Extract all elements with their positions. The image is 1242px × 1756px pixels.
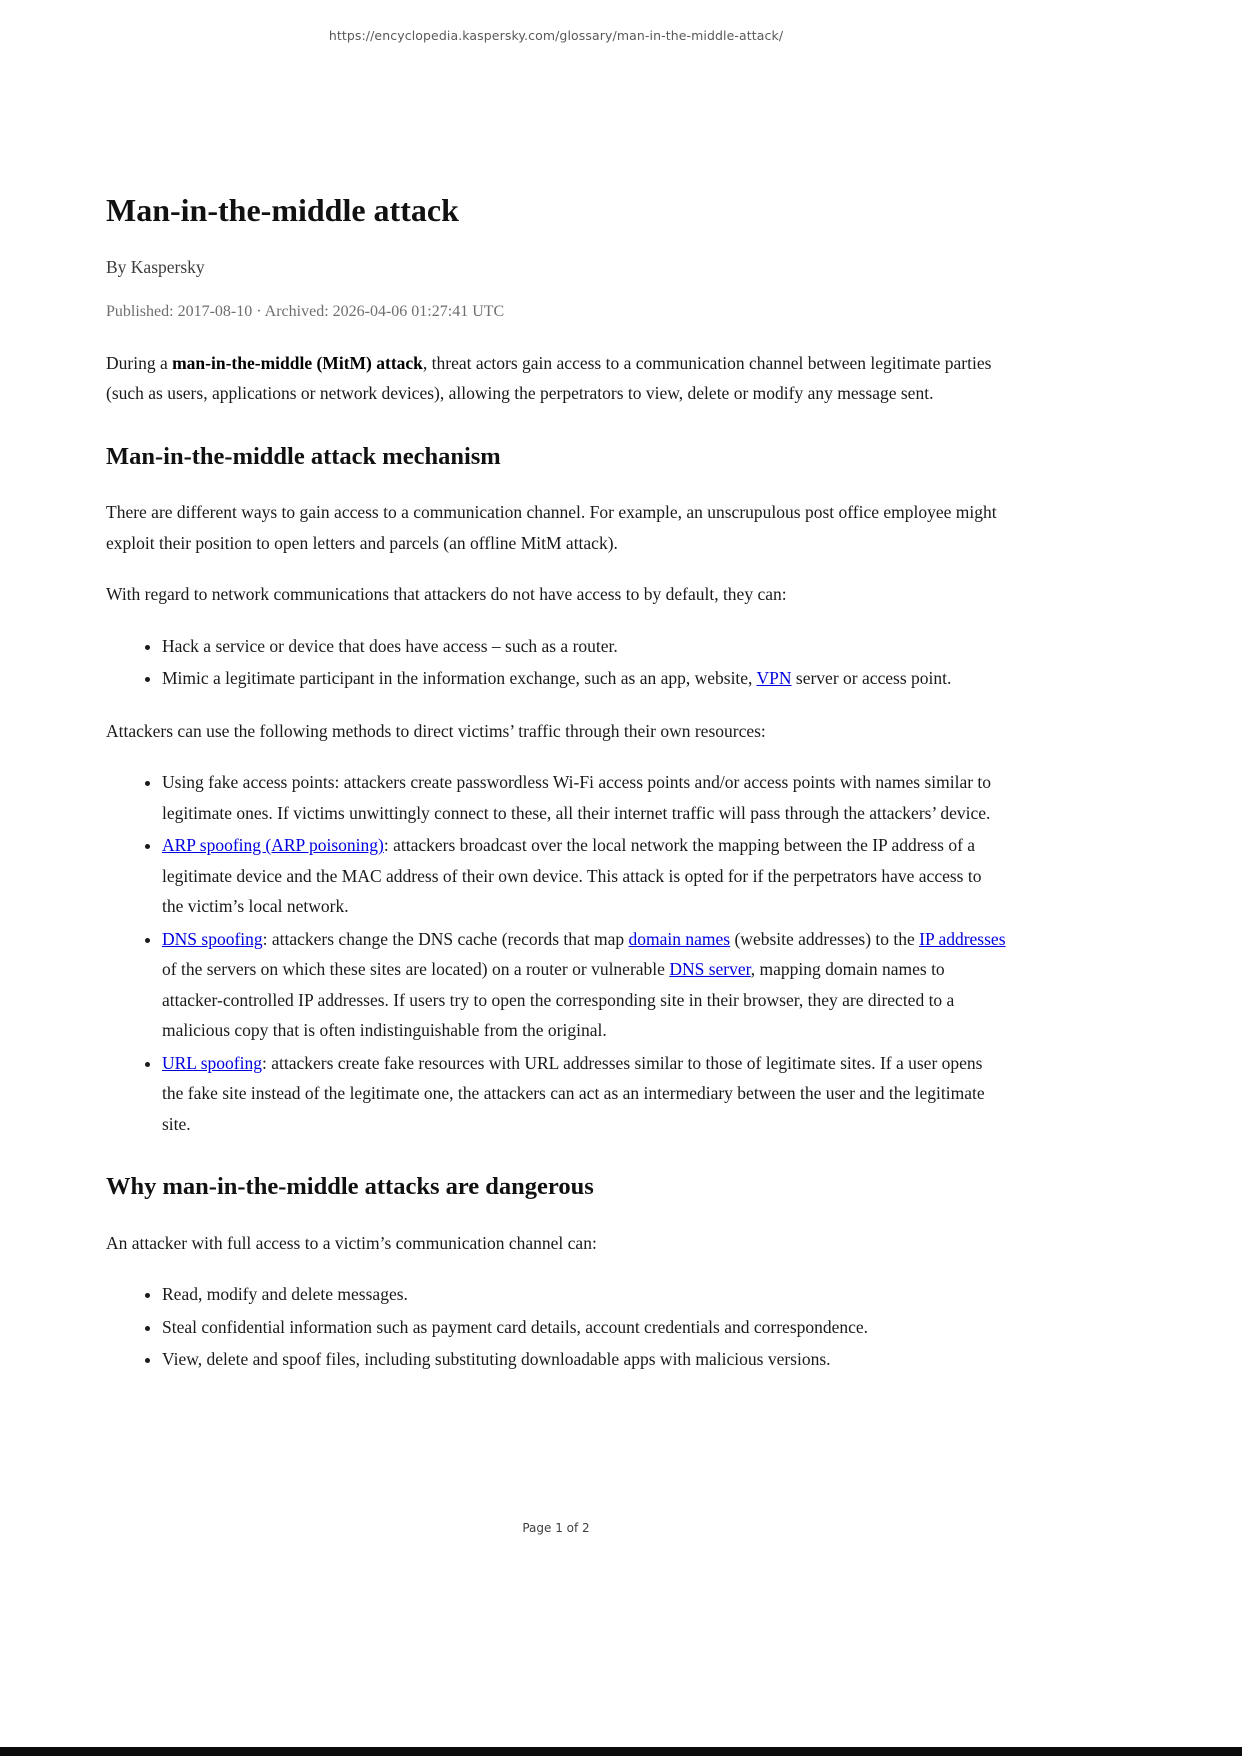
text-run: , threat actors gain access to a communication channel between legitimate parties (such as users, applications or network devices), allowing the perpetrators to view, delete or modify any message sent. bbox=[106, 352, 992, 404]
bullet-list bbox=[106, 1279, 1006, 1375]
byline: By Kaspersky bbox=[106, 256, 205, 277]
page-title: Man-in-the-middle attack bbox=[106, 192, 459, 228]
list-item bbox=[162, 1279, 1006, 1310]
list-item bbox=[162, 1312, 1006, 1343]
bullet-list bbox=[106, 631, 1006, 694]
inline-link[interactable]: IP addresses bbox=[919, 928, 1006, 949]
paragraph bbox=[106, 579, 1006, 610]
list-item bbox=[162, 663, 1006, 694]
text-run: : attackers broadcast over the local network the mapping between the IP address of a legitimate device and the MAC address of their own device. This attack is opted for if the perpetrators have access to the victim’s local network. bbox=[162, 835, 982, 917]
text-run: Using fake access points: attackers create passwordless Wi-Fi access points and/or access points with names similar to legitimate ones. If victims unwittingly connect to these, all their internet traffic will pass through the attackers’ device. bbox=[162, 772, 992, 823]
text-run: Read, modify and delete messages. bbox=[162, 1284, 408, 1305]
list-item bbox=[162, 631, 1006, 662]
text-run: : attackers change the DNS cache (records that map bbox=[262, 928, 629, 949]
text-run: server or access point. bbox=[791, 668, 952, 689]
paragraph bbox=[106, 497, 1006, 558]
list-item bbox=[162, 1048, 1006, 1140]
text-run: An attacker with full access to a victim’s communication channel can: bbox=[106, 1232, 597, 1253]
list-item bbox=[162, 1344, 1006, 1375]
inline-link[interactable]: DNS server bbox=[669, 959, 751, 980]
paragraph bbox=[106, 1228, 1006, 1259]
paragraph bbox=[106, 348, 1006, 409]
inline-link[interactable]: DNS spoofing bbox=[162, 928, 263, 949]
text-run: Attackers can use the following methods to direct victims’ traffic through their own resources: bbox=[106, 720, 766, 741]
bold-text: man-in-the-middle (MitM) attack bbox=[172, 352, 423, 373]
published-meta: Published: 2017-08-10 · Archived: 2026-04-06 01:27:41 UTC bbox=[106, 302, 505, 320]
paragraph bbox=[106, 716, 1006, 747]
inline-link[interactable]: domain names bbox=[628, 928, 731, 949]
article bbox=[106, 192, 1006, 1397]
list-item bbox=[162, 924, 1006, 1046]
header-url: https://encyclopedia.kaspersky.com/glossary/man-in-the-middle-attack/ bbox=[328, 28, 784, 43]
text-run: Steal confidential information such as payment card details, account credentials and correspondence. bbox=[162, 1316, 869, 1337]
text-run: Mimic a legitimate participant in the information exchange, such as an app, website, bbox=[162, 668, 757, 689]
text-run: View, delete and spoof files, including substituting downloadable apps with malicious versions. bbox=[162, 1349, 831, 1370]
inline-link[interactable]: ARP spoofing (ARP poisoning) bbox=[162, 835, 384, 856]
text-run: , mapping domain names to attacker-controlled IP addresses. If users try to open the corresponding site in their browser, they are directed to a malicious copy that is often indistinguishable from the original. bbox=[162, 959, 955, 1041]
list-item bbox=[162, 830, 1006, 922]
section-heading: Man-in-the-middle attack mechanism bbox=[106, 442, 501, 470]
text-run: : attackers create fake resources with URL addresses similar to those of legitimate sites. If a user opens the fake site instead of the legitimate one, the attackers can act as an intermediary between the user and the legitimate site. bbox=[162, 1052, 985, 1134]
text-run: With regard to network communications that attackers do not have access to by default, they can: bbox=[106, 584, 787, 605]
section-heading: Why man-in-the-middle attacks are dangerous bbox=[106, 1173, 594, 1201]
page-number: Page 1 of 2 bbox=[522, 1521, 590, 1535]
inline-link[interactable]: URL spoofing bbox=[162, 1052, 262, 1073]
text-run: There are different ways to gain access to a communication channel. For example, an unscrupulous post office employee might exploit their position to open letters and parcels (an offline MitM attack). bbox=[106, 502, 997, 553]
text-run: (website addresses) to the bbox=[730, 928, 920, 949]
text-run: Hack a service or device that does have access – such as a router. bbox=[162, 635, 618, 656]
page-edge-bar bbox=[0, 1747, 1242, 1756]
text-run: of the servers on which these sites are located) on a router or vulnerable bbox=[162, 959, 670, 980]
article-content bbox=[106, 348, 1006, 1375]
bullet-list bbox=[106, 767, 1006, 1139]
text-run: During a bbox=[106, 352, 173, 373]
inline-link[interactable]: VPN bbox=[756, 668, 792, 689]
list-item bbox=[162, 767, 1006, 828]
